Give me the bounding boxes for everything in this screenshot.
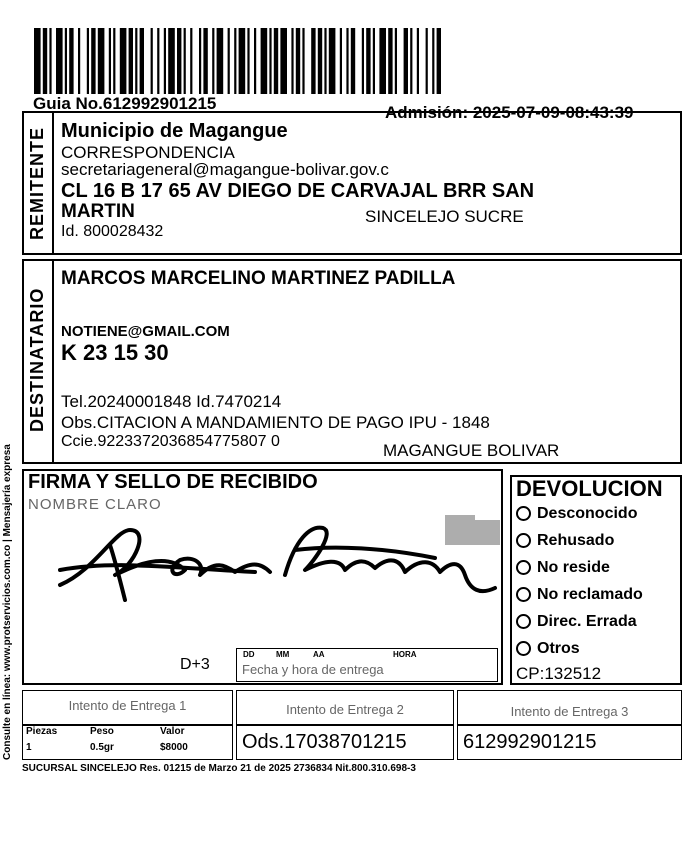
barcode-bar xyxy=(65,28,67,94)
fecha-hora: HORA xyxy=(393,650,417,659)
barcode-bar xyxy=(261,28,268,94)
barcode-bar xyxy=(302,28,304,94)
intento-3-label: Intento de Entrega 3 xyxy=(510,704,629,719)
option-no-reside[interactable]: No reside xyxy=(516,554,681,581)
remitente-city: SINCELEJO SUCRE xyxy=(365,207,524,226)
destinatario-name: MARCOS MARCELINO MARTINEZ PADILLA xyxy=(61,268,456,289)
barcode-bar xyxy=(410,28,412,94)
side-website-text: Consulte en línea: www.protservicios.com.co | Mensajería expresa xyxy=(2,444,13,760)
destinatario-obs: Obs.CITACION A MANDAMIENTO DE PAGO IPU - 1848 xyxy=(61,413,490,432)
barcode-bar xyxy=(362,28,364,94)
radio-circle-icon xyxy=(516,560,531,575)
radio-circle-icon xyxy=(516,506,531,521)
option-no-reclamado[interactable]: No reclamado xyxy=(516,581,681,608)
barcode-bar xyxy=(151,28,153,94)
intento-2-label: Intento de Entrega 2 xyxy=(286,702,404,717)
barcode-bar xyxy=(274,28,278,94)
remitente-email: secretariageneral@magangue-bolivar.gov.c xyxy=(61,160,389,179)
radio-circle-icon xyxy=(516,614,531,629)
destinatario-city: MAGANGUE BOLIVAR xyxy=(383,441,560,460)
barcode xyxy=(34,28,682,94)
radio-circle-icon xyxy=(516,641,531,656)
barcode-bar xyxy=(120,28,127,94)
barcode-bar xyxy=(417,28,419,94)
barcode-bar xyxy=(329,28,336,94)
nombre-claro-label: NOMBRE CLARO xyxy=(28,496,162,513)
tracking-number: 612992901215 xyxy=(463,731,597,753)
remitente-address-line1: CL 16 B 17 65 AV DIEGO DE CARVAJAL BRR SAN xyxy=(61,180,535,202)
barcode-bar xyxy=(184,28,186,94)
valor-value: $8000 xyxy=(160,742,188,753)
remitente-label: REMITENTE xyxy=(27,126,47,240)
destinatario-email: NOTIENE@GMAIL.COM xyxy=(61,323,230,340)
barcode-bar xyxy=(43,28,47,94)
devolucion-options xyxy=(516,500,681,662)
ods-number: Ods.17038701215 xyxy=(242,731,407,753)
fecha-dd: DD xyxy=(243,650,255,659)
barcode-bar xyxy=(291,28,293,94)
barcode-bar xyxy=(78,28,80,94)
barcode-bar xyxy=(212,28,214,94)
barcode-bar xyxy=(164,28,166,94)
devolucion-title: DEVOLUCION xyxy=(516,476,663,501)
fecha-aa: AA xyxy=(313,650,325,659)
barcode-bar xyxy=(269,28,271,94)
guia-number: Guia No.612992901215 xyxy=(33,94,217,113)
barcode-bar xyxy=(404,28,408,94)
barcode-bar xyxy=(135,28,137,94)
remitente-dept: CORRESPONDENCIA xyxy=(61,143,235,162)
barcode-bar xyxy=(432,28,434,94)
radio-circle-icon xyxy=(516,587,531,602)
option-rehusado[interactable]: Rehusado xyxy=(516,527,681,554)
barcode-bar xyxy=(254,28,256,94)
barcode-bar xyxy=(98,28,105,94)
barcode-bar xyxy=(34,28,41,94)
barcode-bar xyxy=(318,28,322,94)
devolucion-cp: CP:132512 xyxy=(516,664,602,683)
barcode-bar xyxy=(311,28,315,94)
barcode-bar xyxy=(395,28,397,94)
peso-value: 0.5gr xyxy=(90,742,114,753)
barcode-bar xyxy=(87,28,89,94)
barcode-bar xyxy=(280,28,287,94)
option-desconocido[interactable]: Desconocido xyxy=(516,500,681,527)
radio-circle-icon xyxy=(516,533,531,548)
barcode-bar xyxy=(247,28,249,94)
fecha-mm: MM xyxy=(276,650,290,659)
barcode-bar xyxy=(228,28,230,94)
barcode-bar xyxy=(190,28,192,94)
barcode-bar xyxy=(157,28,159,94)
barcode-bar xyxy=(140,28,144,94)
admision-datetime: Admisión: 2025-07-09-08:43:39 xyxy=(385,103,634,122)
remitente-name: Municipio de Magangue xyxy=(61,120,288,142)
barcode-bar xyxy=(113,28,115,94)
barcode-bar xyxy=(239,28,246,94)
barcode-bar xyxy=(437,28,441,94)
destinatario-tel: Tel.20240001848 Id.7470214 xyxy=(61,392,282,411)
barcode-bar xyxy=(346,28,348,94)
destinatario-ccie: Ccie.9223372036854775807 0 xyxy=(61,433,280,450)
handwritten-signature xyxy=(55,500,505,610)
remitente-address-line2: MARTIN xyxy=(61,201,135,222)
barcode-bar xyxy=(168,28,175,94)
barcode-bar xyxy=(199,28,201,94)
barcode-bar xyxy=(379,28,386,94)
barcode-bar xyxy=(217,28,224,94)
d3-label: D+3 xyxy=(180,656,210,673)
firma-title: FIRMA Y SELLO DE RECIBIDO xyxy=(28,471,318,493)
intento-1-label: Intento de Entrega 1 xyxy=(68,698,187,713)
barcode-bar xyxy=(109,28,111,94)
piezas-value: 1 xyxy=(26,742,32,753)
barcode-bar xyxy=(340,28,342,94)
barcode-bar xyxy=(69,28,73,94)
barcode-bar xyxy=(324,28,326,94)
valor-header: Valor xyxy=(160,726,185,737)
barcode-bar xyxy=(91,28,95,94)
barcode-bar xyxy=(56,28,63,94)
barcode-bar xyxy=(234,28,236,94)
barcode-bar xyxy=(203,28,207,94)
option-otros[interactable]: Otros xyxy=(516,635,681,662)
barcode-bar xyxy=(351,28,355,94)
barcode-bar xyxy=(296,28,300,94)
piezas-header: Piezas xyxy=(26,726,58,737)
footer-text: SUCURSAL SINCELEJO Res. 01215 de Marzo 21 de 2025 2736834 Nit.800.310.698-3 xyxy=(22,763,416,774)
barcode-bar xyxy=(177,28,181,94)
fecha-entrega-label: Fecha y hora de entrega xyxy=(242,662,384,677)
destinatario-label: DESTINATARIO xyxy=(27,287,47,433)
option-direc-errada[interactable]: Direc. Errada xyxy=(516,608,681,635)
barcode-bar xyxy=(366,28,370,94)
barcode-bar xyxy=(426,28,428,94)
barcode-bar xyxy=(49,28,51,94)
destinatario-address: K 23 15 30 xyxy=(61,340,169,365)
barcode-bar xyxy=(129,28,133,94)
barcode-bar xyxy=(388,28,392,94)
peso-header: Peso xyxy=(90,726,114,737)
remitente-id: Id. 800028432 xyxy=(61,223,164,240)
barcode-bar xyxy=(373,28,375,94)
